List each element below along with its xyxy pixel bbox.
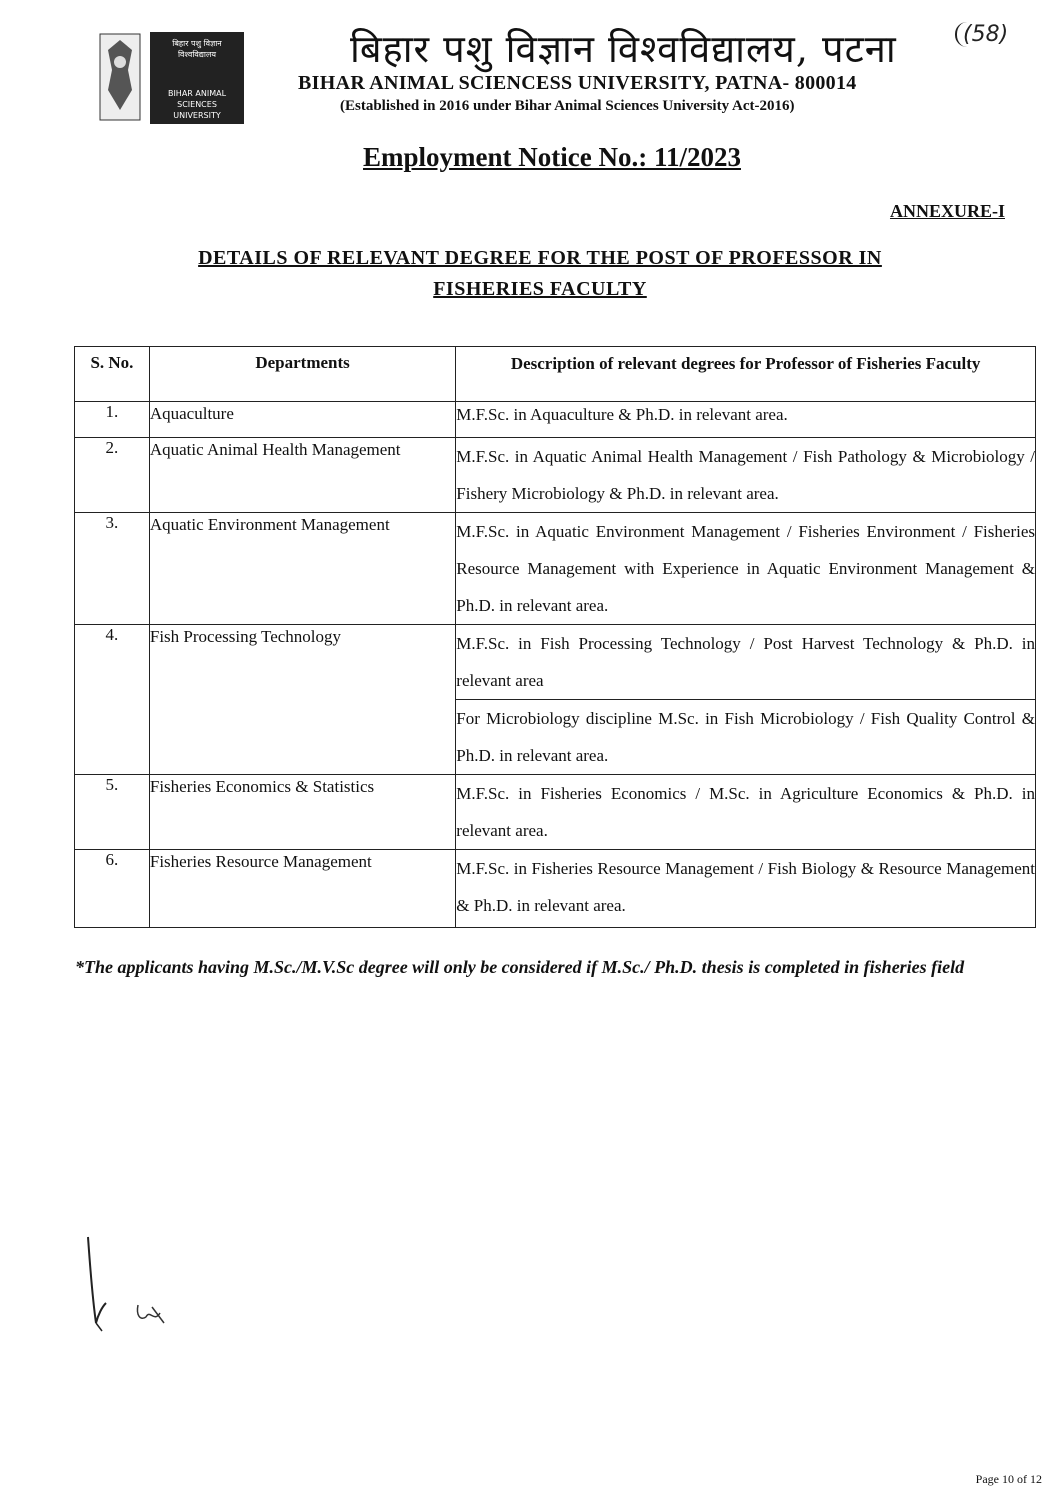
- header-description: Description of relevant degrees for Professor of Fisheries Faculty: [456, 347, 1036, 402]
- table-row: [75, 775, 1036, 850]
- table-row: [75, 438, 1036, 513]
- table-row: [75, 402, 1036, 438]
- row-description-2: For Microbiology discipline M.Sc. in Fish Microbiology / Fish Quality Control & Ph.D. in relevant area.: [456, 700, 1036, 775]
- logo-text-hindi-2: विश्वविद्यालय: [177, 50, 217, 59]
- table-row: [75, 850, 1036, 928]
- row-description: M.F.Sc. in Fish Processing Technology / Post Harvest Technology & Ph.D. in relevant area: [456, 625, 1036, 700]
- university-name-hindi: बिहार पशु विज्ञान विश्वविद्यालय, पटना: [350, 27, 897, 71]
- logo-text-hindi-1: बिहार पशु विज्ञान: [172, 39, 222, 48]
- row-description: M.F.Sc. in Fisheries Economics / M.Sc. in Agriculture Economics & Ph.D. in relevant area.: [456, 775, 1036, 850]
- details-heading: [100, 243, 980, 305]
- row-sno: 1.: [75, 402, 150, 438]
- university-logo: [98, 30, 246, 126]
- row-description: M.F.Sc. in Aquatic Animal Health Management / Fish Pathology & Microbiology / Fishery Microbiology & Ph.D. in relevant area.: [456, 438, 1036, 513]
- logo-text-english-1: BIHAR ANIMAL SCIENCES: [167, 89, 227, 109]
- header-departments: Departments: [149, 347, 455, 402]
- row-department: Aquaculture: [149, 402, 455, 438]
- table-row: [75, 625, 1036, 700]
- logo-text-english-2: UNIVERSITY: [173, 111, 221, 120]
- row-sno: 4.: [75, 625, 150, 775]
- header-sno: S. No.: [75, 347, 150, 402]
- row-sno: 3.: [75, 513, 150, 625]
- row-sno: 2.: [75, 438, 150, 513]
- row-department: Fisheries Economics & Statistics: [149, 775, 455, 850]
- handwritten-signature: [80, 1235, 190, 1335]
- degree-table: [74, 346, 1036, 928]
- row-description: M.F.Sc. in Aquaculture & Ph.D. in relevant area.: [456, 402, 1036, 438]
- table-header-row: [75, 347, 1036, 402]
- row-department: Aquatic Animal Health Management: [149, 438, 455, 513]
- details-heading-line-1: DETAILS OF RELEVANT DEGREE FOR THE POST OF PROFESSOR IN: [198, 247, 882, 269]
- table-row: [75, 513, 1036, 625]
- row-department: Fisheries Resource Management: [149, 850, 455, 928]
- annexure-label: ANNEXURE-I: [889, 201, 1005, 221]
- notice-title: Employment Notice No.: 11/2023: [363, 142, 741, 172]
- university-name-english: BIHAR ANIMAL SCIENCESS UNIVERSITY, PATNA- 800014: [298, 72, 857, 94]
- row-description: M.F.Sc. in Aquatic Environment Management / Fisheries Environment / Fisheries Resource Management with Experience in Aquatic Environment Management & Ph.D. in relevant area.: [456, 513, 1036, 625]
- footnote: *The applicants having M.Sc./M.V.Sc degree will only be considered if M.Sc./ Ph.D. thesis is completed in fisheries field: [75, 957, 965, 977]
- details-heading-line-2: FISHERIES FACULTY: [433, 278, 647, 300]
- row-sno: 6.: [75, 850, 150, 928]
- row-department: Fish Processing Technology: [149, 625, 455, 775]
- row-sno: 5.: [75, 775, 150, 850]
- handwritten-page-stamp: (58): [955, 22, 1014, 47]
- row-description: M.F.Sc. in Fisheries Resource Management / Fish Biology & Resource Management & Ph.D. in relevant area.: [456, 850, 1036, 928]
- established-note: (Established in 2016 under Bihar Animal Sciences University Act-2016): [340, 98, 795, 114]
- row-department: Aquatic Environment Management: [149, 513, 455, 625]
- page-number: Page 10 of 12: [975, 1472, 1042, 1486]
